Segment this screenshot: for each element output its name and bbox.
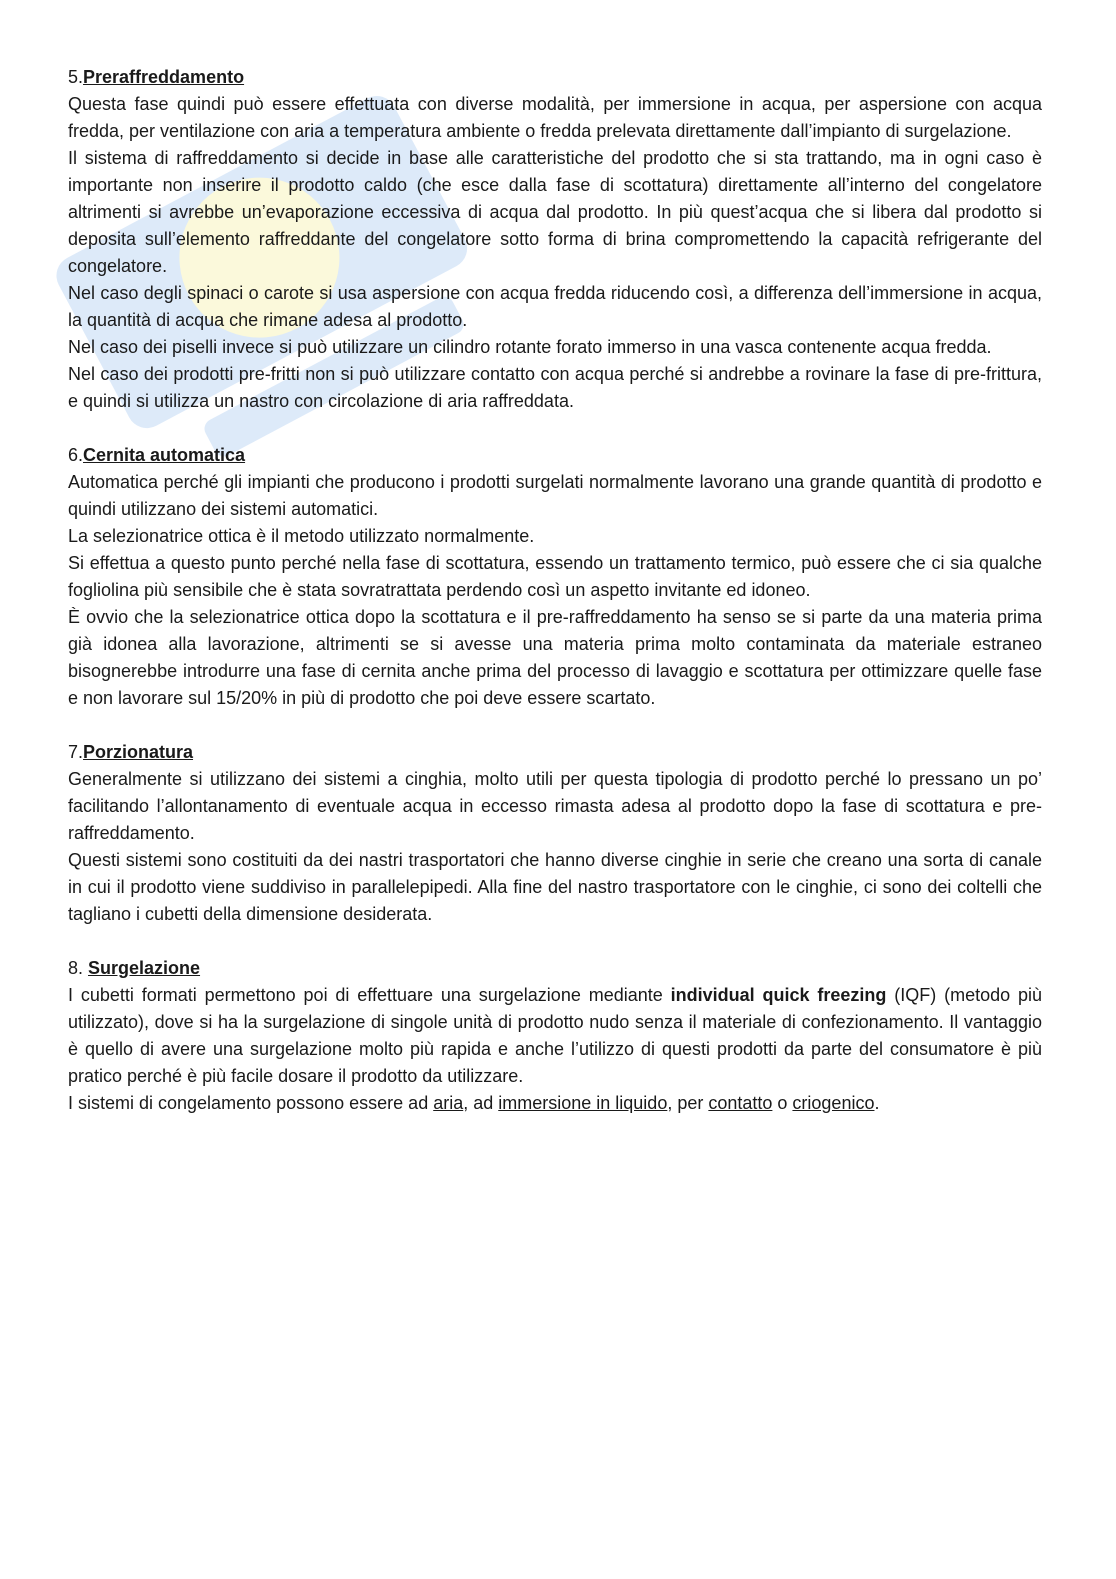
underlined-term-immersione: immersione in liquido bbox=[498, 1093, 668, 1113]
section-heading bbox=[68, 64, 1042, 91]
paragraph-iqf bbox=[68, 982, 1042, 1090]
paragraph: Generalmente si utilizzano dei sistemi a cinghia, molto utili per questa tipologia di prodotto perché lo pressano un po’ facilitando l’allontanamento di eventuale acqua in eccesso rimasta adesa al prodotto dopo la fase di scottatura e pre-raffreddamento. bbox=[68, 769, 1042, 843]
text-run: , per bbox=[667, 1093, 709, 1113]
section-title: Preraffreddamento bbox=[83, 67, 245, 87]
document-body bbox=[68, 64, 1042, 1144]
text-run: I cubetti formati permettono poi di effettuare una surgelazione mediante bbox=[68, 985, 671, 1005]
section-heading bbox=[68, 442, 1042, 469]
paragraph: Automatica perché gli impianti che producono i prodotti surgelati normalmente lavorano una grande quantità di prodotto e quindi utilizzano dei sistemi automatici. bbox=[68, 472, 1042, 519]
section-porzionatura bbox=[68, 739, 1042, 928]
section-title: Porzionatura bbox=[83, 742, 194, 762]
underlined-term-aria: aria bbox=[433, 1093, 464, 1113]
paragraph: Si effettua a questo punto perché nella fase di scottatura, essendo un trattamento termico, può essere che ci sia qualche fogliolina più sensibile che è stata sovratrattata perdendo così un aspetto invitante ed idoneo. bbox=[68, 553, 1042, 600]
text-run: o bbox=[772, 1093, 793, 1113]
text-run: . bbox=[874, 1093, 880, 1113]
section-number: 6. bbox=[68, 445, 84, 465]
underlined-term-criogenico: criogenico bbox=[792, 1093, 875, 1113]
bold-term: individual quick freezing bbox=[670, 985, 887, 1005]
section-title: Cernita automatica bbox=[83, 445, 246, 465]
paragraph: È ovvio che la selezionatrice ottica dopo la scottatura e il pre-raffreddamento ha senso se si parte da una materia prima già idonea alla lavorazione, altrimenti se si avesse una materia prima molto contaminata da materiale estraneo bisognerebbe introdurre una fase di cernita anche prima del processo di lavaggio e scottatura per ottimizzare quelle fase e non lavorare sul 15/20% in più di prodotto che poi deve essere scartato. bbox=[68, 607, 1042, 708]
section-heading bbox=[68, 739, 1042, 766]
section-number: 7. bbox=[68, 742, 84, 762]
section-cernita-automatica bbox=[68, 442, 1042, 712]
underlined-term-contatto: contatto bbox=[708, 1093, 773, 1113]
paragraph: La selezionatrice ottica è il metodo utilizzato normalmente. bbox=[68, 526, 535, 546]
text-run: , ad bbox=[463, 1093, 499, 1113]
section-surgelazione bbox=[68, 955, 1042, 1117]
section-title: Surgelazione bbox=[88, 958, 201, 978]
text-run: I sistemi di congelamento possono essere ad bbox=[68, 1093, 434, 1113]
paragraph: Nel caso degli spinaci o carote si usa aspersione con acqua fredda riducendo così, a differenza dell’immersione in acqua, la quantità di acqua che rimane adesa al prodotto. bbox=[68, 283, 1042, 330]
paragraph: Il sistema di raffreddamento si decide in base alle caratteristiche del prodotto che si sta trattando, ma in ogni caso è importante non inserire il prodotto caldo (che esce dalla fase di scottatura) direttamente all’interno del congelatore altrimenti si avrebbe un’evaporazione eccessiva di acqua dal prodotto. In più quest’acqua che si libera dal prodotto si deposita sull’elemento raffreddante del congelatore sotto forma di brina compromettendo la capacità refrigerante del congelatore. bbox=[68, 148, 1042, 276]
paragraph-freezing-systems bbox=[68, 1090, 1042, 1117]
paragraph: Nel caso dei prodotti pre-fritti non si può utilizzare contatto con acqua perché si andrebbe a rovinare la fase di pre-frittura, e quindi si utilizza un nastro con circolazione di aria raffreddata. bbox=[68, 364, 1042, 411]
section-number: 8. bbox=[68, 958, 89, 978]
paragraph: Questa fase quindi può essere effettuata con diverse modalità, per immersione in acqua, per aspersione con acqua fredda, per ventilazione con aria a temperatura ambiente o fredda prelevata direttamente dall’impianto di surgelazione. bbox=[68, 94, 1042, 141]
section-heading bbox=[68, 955, 1042, 982]
section-number: 5. bbox=[68, 67, 84, 87]
text-run: (IQF) (metodo più utilizzato), dove si ha la surgelazione di singole unità di prodotto nudo senza il materiale di confezionamento. Il vantaggio è quello di avere una surgelazione molto più rapida e anche l’utilizzo di questi prodotti da parte del consumatore è più pratico perché è più facile dosare il prodotto da utilizzare. bbox=[68, 985, 1042, 1086]
paragraph: Nel caso dei piselli invece si può utilizzare un cilindro rotante forato immerso in una vasca contenente acqua fredda. bbox=[68, 337, 992, 357]
section-preraffreddamento bbox=[68, 64, 1042, 415]
paragraph: Questi sistemi sono costituiti da dei nastri trasportatori che hanno diverse cinghie in serie che creano una sorta di canale in cui il prodotto viene suddiviso in parallelepipedi. Alla fine del nastro trasportatore con le cinghie, ci sono dei coltelli che tagliano i cubetti della dimensione desiderata. bbox=[68, 850, 1042, 924]
